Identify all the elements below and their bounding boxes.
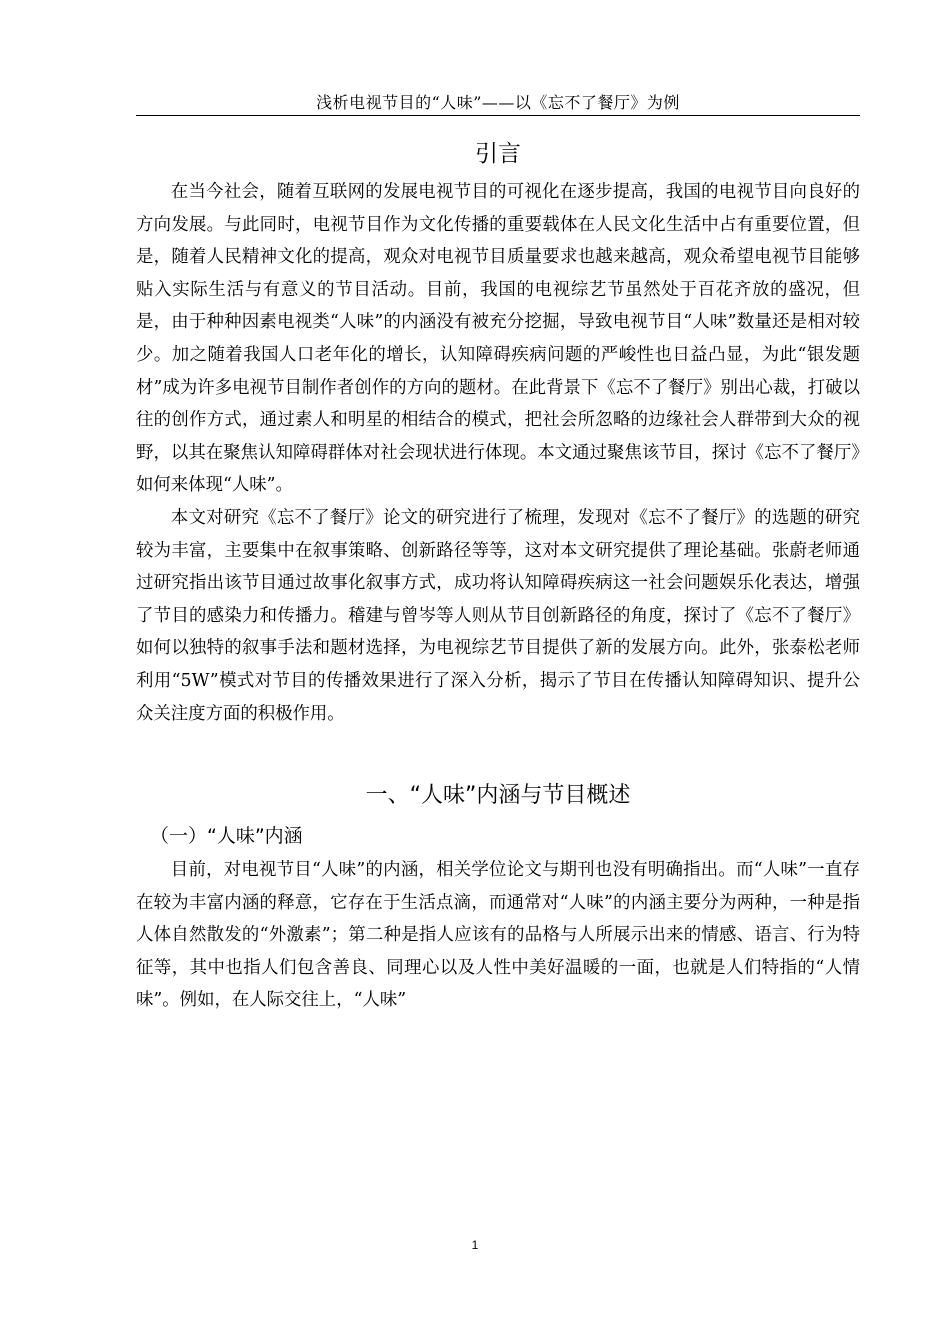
document-body: [136, 132, 860, 1017]
running-header: 浅析电视节目的“人味”——以《忘不了餐厅》为例: [316, 93, 680, 112]
intro-paragraph: 在当今社会，随着互联网的发展电视节目的可视化在逐步提高，我国的电视节目向良好的方向发展。与此同时，电视节目作为文化传播的重要载体在人民文化生活中占有重要位置，但是，随着人民精神文化的提高，观众对电视节目质量要求也越来越高，观众希望电视节目能够贴入实际生活与有意义的节目活动。目前，我国的电视综艺节虽然处于百花齐放的盛况，但是，由于种种因素电视类“人味”的内涵没有被充分挖掘，导致电视节目“人味”数量还是相对较少。加之随着我国人口老年化的增长，认知障碍疾病问题的严峻性也日益凸显，为此“银发题材”成为许多电视节目制作者创作的方向的题材。在此背景下《忘不了餐厅》别出心裁，打破以往的创作方式，通过素人和明星的相结合的模式，把社会所忽略的边缘社会人群带到大众的视野，以其在聚焦认知障碍群体对社会现状进行体现。本文通过聚焦该节目，探讨《忘不了餐厅》如何来体现“人味”。: [136, 182, 860, 496]
chapter-heading: 一、“人味”内涵与节目概述: [365, 783, 631, 809]
page-number: 1: [471, 1238, 479, 1252]
intro-paragraph: 本文对研究《忘不了餐厅》论文的研究进行了梳理，发现对《忘不了餐厅》的选题的研究较为丰富，主要集中在叙事策略、创新路径等等，这对本文研究提供了理论基础。张蔚老师通过研究指出该节目通过故事化叙事方式，成功将认知障碍疾病这一社会问题娱乐化表达，增强了节目的感染力和传播力。稽建与曾岑等人则从节目创新路径的角度，探讨了《忘不了餐厅》如何以独特的叙事手法和题材选择，为电视综艺节目提供了新的发展方向。此外，张泰松老师利用“5W”模式对节目的传播效果进行了深入分析，揭示了节目在传播认知障碍知识、提升公众关注度方面的积极作用。: [136, 507, 860, 724]
section-paragraph: 目前，对电视节目“人味”的内涵，相关学位论文与期刊也没有明确指出。而“人味”一直存在较为丰富内涵的释意，它存在于生活点滴，而通常对“人味”的内涵主要分为两种，一种是指人体自然散发的“外激素”；第二种是指人应该有的品格与人所展示出来的情感、语言、行为特征等，其中也指人们包含善良、同理心以及人性中美好温暖的一面，也就是人们特指的“人情味”。例如，在人际交往上，“人味”: [136, 860, 860, 1011]
introduction-heading: 引言: [475, 141, 521, 167]
header-rule: [136, 115, 860, 116]
section-heading: （一）“人味”内涵: [150, 825, 303, 848]
